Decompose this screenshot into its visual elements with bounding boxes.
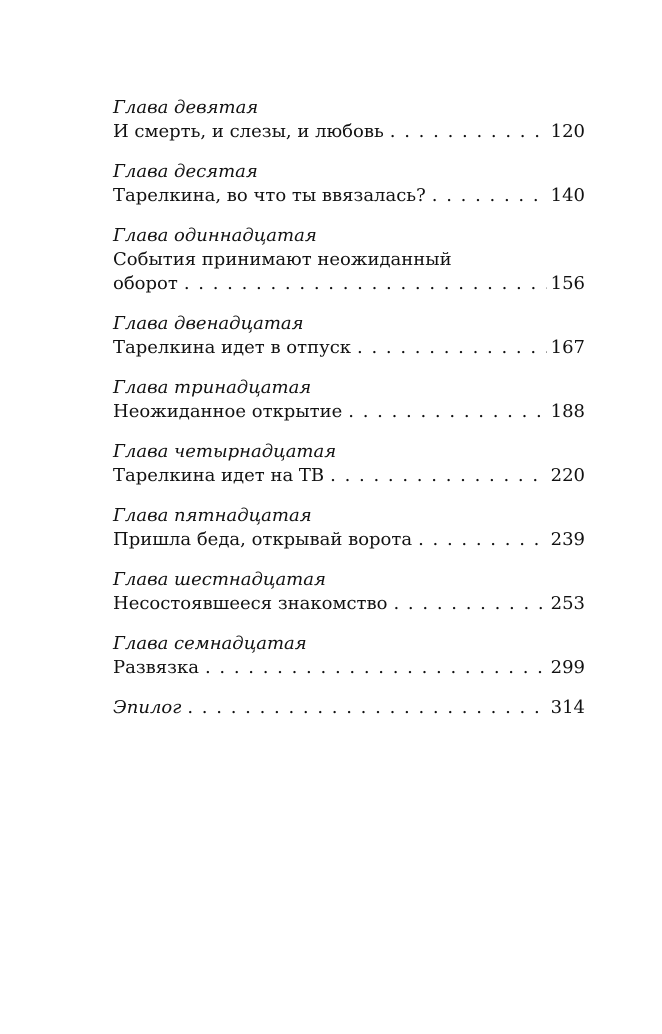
dot-leader	[342, 400, 546, 424]
dot-leader	[181, 696, 546, 720]
chapter-heading: Глава четырнадцатая	[113, 441, 337, 462]
page-number: 120	[550, 121, 585, 142]
chapter-title: Развязка	[113, 657, 199, 678]
epilogue-title: Эпилог	[113, 697, 182, 718]
toc-line	[113, 528, 585, 552]
page-number: 188	[550, 401, 585, 422]
toc-entry	[113, 568, 585, 616]
chapter-title: Тарелкина идет в отпуск	[113, 337, 352, 358]
dot-leader	[384, 120, 547, 144]
chapter-title: И смерть, и слезы, и любовь	[113, 121, 384, 142]
page-number: 314	[550, 697, 585, 718]
page-number: 220	[550, 465, 585, 486]
chapter-title: Пришла беда, открывай ворота	[113, 529, 413, 550]
toc-entry	[113, 160, 585, 208]
chapter-heading: Глава двенадцатая	[113, 313, 304, 334]
dot-leader	[387, 592, 546, 616]
toc-entry	[113, 376, 585, 424]
chapter-title: Несостоявшееся знакомство	[113, 593, 388, 614]
chapter-title-line1: События принимают неожиданный	[113, 249, 452, 270]
toc-line	[113, 656, 585, 680]
chapter-heading: Глава одиннадцатая	[113, 225, 317, 246]
chapter-title: Неожиданное открытие	[113, 401, 343, 422]
page-number: 299	[550, 657, 585, 678]
toc-entry	[113, 632, 585, 680]
toc-entry	[113, 504, 585, 552]
page-number: 253	[550, 593, 585, 614]
page-number: 239	[550, 529, 585, 550]
toc-line	[113, 184, 585, 208]
dot-leader	[178, 272, 547, 296]
dot-leader	[426, 184, 547, 208]
dot-leader	[412, 528, 547, 552]
toc-line	[113, 696, 585, 720]
chapter-title: Тарелкина, во что ты ввязалась?	[113, 185, 426, 206]
toc-entry	[113, 224, 585, 296]
toc-line	[113, 464, 585, 488]
toc-entry	[113, 440, 585, 488]
dot-leader	[199, 656, 547, 680]
dot-leader	[351, 336, 547, 360]
chapter-heading: Глава семнадцатая	[113, 633, 307, 654]
chapter-heading: Глава десятая	[113, 161, 258, 182]
chapter-title: Тарелкина идет на ТВ	[113, 465, 325, 486]
toc-entry	[113, 312, 585, 360]
page-number: 140	[550, 185, 585, 206]
dot-leader	[324, 464, 547, 488]
toc-line	[113, 272, 585, 296]
chapter-heading: Глава девятая	[113, 97, 259, 118]
page-number: 167	[550, 337, 585, 358]
page-number: 156	[550, 273, 585, 294]
toc-line	[113, 336, 585, 360]
toc-line	[113, 120, 585, 144]
toc-entry-epilogue	[113, 696, 585, 720]
toc-line	[113, 400, 585, 424]
table-of-contents	[113, 96, 585, 736]
chapter-heading: Глава пятнадцатая	[113, 505, 312, 526]
toc-entry	[113, 96, 585, 144]
chapter-heading: Глава тринадцатая	[113, 377, 312, 398]
chapter-title: оборот	[113, 273, 178, 294]
toc-line	[113, 592, 585, 616]
chapter-heading: Глава шестнадцатая	[113, 569, 326, 590]
